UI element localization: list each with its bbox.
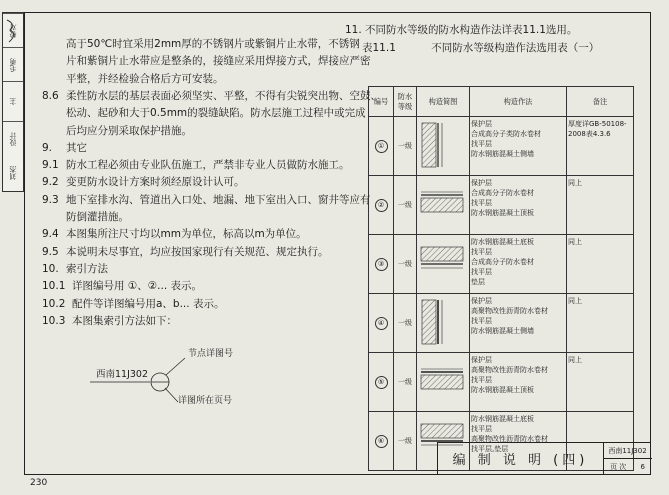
row-grade: 一级 [394,176,417,235]
row-id: ③ [375,258,388,271]
row-note: 同上 [567,353,634,412]
row-note: 厚度详GB-50108-2008表4.3.6 [567,117,634,176]
method-line: 防水钢筋混凝土顶板 [471,209,534,217]
construction-diagram [418,353,466,409]
index-atlas-code: 西南11J302 [96,369,149,380]
body-text-line: 松动、起砂和大于0.5mm的裂缝缺陷。防水层施工过程中或完成 [66,107,366,120]
method-line: 防水钢筋混凝土顶板 [471,386,534,394]
index-node-label: 节点详图号 [188,349,234,359]
clause-number: 10.1 [42,280,66,293]
method-line: 找平层 [471,268,492,276]
row-methods [470,294,567,353]
clause-number: 9.2 [42,176,59,189]
body-text-line: 本图集索引方法如下： [72,314,177,327]
row-id: ⑥ [375,435,388,448]
row-grade: 一级 [394,235,417,294]
body-text-line: 地下室排水沟、管道出入口处、地漏、地下室出入口、窗井等应有 [66,193,371,206]
construction-diagram [418,176,466,232]
body-text-line: 变更防水设计方案时须经原设计认可。 [66,176,245,189]
row-id: ④ [375,317,388,330]
method-line: 防水钢筋混凝土底板 [471,415,534,423]
sheet-title: 编 制 说 明 (四) [438,443,604,474]
table-caption-title: 不同防水等级构造作法选用表（一） [431,42,600,54]
method-line: 垫层 [471,278,485,286]
row-methods [470,235,567,294]
row-diagram-cell [417,294,470,353]
method-line: 合成高分子防水卷材 [471,189,534,197]
construction-diagram [418,235,466,291]
atlas-code: 西南11J302 [603,443,652,459]
sidebar-cell: 校对 [3,13,23,48]
method-line: 保护层 [471,297,492,305]
row-grade: 一级 [394,294,417,353]
method-line: 保护层 [471,356,492,364]
section-11-heading: 11. 不同防水等级的防水构造作法详表11.1选用。 [345,24,578,36]
row-id-cell [369,176,394,235]
row-diagram-cell [417,353,470,412]
method-line: 保护层 [471,179,492,187]
body-text-line: 本说明未尽事宜，均应按国家现行有关规范、规定执行。 [66,245,329,258]
body-text-line: 后均应分别采取保护措施。 [66,124,192,137]
body-text-line: 防倒灌措施。 [66,211,129,223]
body-text-line: 详图编号用 ①、②... 表示。 [72,280,203,293]
page-label: 页 次 [610,462,627,471]
page-field [603,459,652,474]
signature-mark [4,16,22,46]
construction-diagram [418,294,466,350]
table-caption [362,40,599,55]
table-row [369,294,634,353]
clause-number: 9.1 [42,159,59,172]
col-header-note: 备注 [567,87,634,117]
table-row [369,235,634,294]
row-grade: 一级 [394,117,417,176]
row-grade: 一级 [394,353,417,412]
body-text-line: 平整，并经检验合格后方可安装。 [66,72,224,85]
table-caption-number: 表11.1 [362,42,396,54]
clause-number: 10. [42,262,59,275]
method-line: 高聚物改性沥青防水卷材 [471,307,548,315]
row-note: 同上 [567,235,634,294]
sidebar-cell: 主 [3,81,23,122]
method-line: 找平层 [471,248,492,256]
col-header-method: 构造作法 [470,87,567,117]
page-value: 6 [640,462,645,471]
row-diagram-cell [417,117,470,176]
method-line: 找平层 [471,140,492,148]
method-line: 高聚物改性沥青防水卷材 [471,366,548,374]
method-line: 找平层 [471,425,492,433]
row-methods [470,117,567,176]
row-diagram-cell [417,235,470,294]
clause-number: 9.4 [42,228,59,241]
row-diagram-cell [417,176,470,235]
row-note: 同上 [567,176,634,235]
method-line: 找平层,垫层 [471,445,509,453]
col-header-id: 编号 [369,87,394,117]
row-methods [470,176,567,235]
clause-number: 10.2 [42,297,66,310]
body-text-line: 高于50℃时宜采用2mm厚的不锈钢片或紫铜片止水带，不锈钢 [66,38,360,50]
index-page-label: 详图所在页号 [178,396,233,406]
table-row [369,117,634,176]
sidebar-cell: 刘杰 [9,166,17,180]
table-row [369,353,634,412]
method-line: 高聚物改性沥青防水卷材 [471,435,548,443]
row-id-cell [369,235,394,294]
row-id-cell [369,353,394,412]
row-id-cell [369,294,394,353]
col-header-diagram: 构造简图 [417,87,470,117]
method-line: 合成高分子防水卷材 [471,258,534,266]
book-page-number: 230 [30,478,48,488]
row-methods [470,353,567,412]
row-id: ① [375,140,388,153]
method-line: 防水钢筋混凝土侧墙 [471,150,534,158]
construction-diagram [418,117,466,173]
row-grade: 一级 [394,412,417,471]
sidebar-cell: 设计 [3,121,23,156]
row-id: ② [375,199,388,212]
body-text-line: 片和紫铜片止水带应是整条的，接缝应采用焊接方式，焊接应严密 [66,55,371,68]
method-line: 防水钢筋混凝土底板 [471,238,534,246]
title-block [437,442,651,475]
clause-number: 10.3 [42,314,66,327]
clause-number: 9.5 [42,245,59,258]
body-text-line: 其它 [66,141,87,154]
method-line: 保护层 [471,120,492,128]
method-line: 找平层 [471,317,492,325]
waterproof-spec-table [368,86,634,471]
body-text-line: 索引方法 [66,262,108,275]
row-id: ⑤ [375,376,388,389]
clause-number: 9. [42,141,53,154]
row-id-cell [369,117,394,176]
method-line: 合成高分子类防水卷材 [471,130,541,138]
method-line: 找平层 [471,376,492,384]
row-note: 同上 [567,294,634,353]
body-text-line: 防水工程必须由专业队伍施工，严禁非专业人员做防水施工。 [66,159,350,172]
row-id-cell [369,412,394,471]
table-row [369,176,634,235]
sidebar-cell: 毛勇 [3,47,23,82]
body-text-line: 配件等详图编号用a、b... 表示。 [72,297,225,310]
body-text-line: 柔性防水层的基层表面必须坚实、平整，不得有尖锐突出物、空鼓、 [66,89,381,102]
col-header-grade: 防水等级 [394,87,417,117]
clause-number: 8.6 [42,89,59,102]
table-header-row [369,87,634,117]
method-line: 防水钢筋混凝土侧墙 [471,327,534,335]
method-line: 找平层 [471,199,492,207]
body-text-line: 本图集所注尺寸均以mm为单位，标高以m为单位。 [66,228,307,241]
clause-number: 9.3 [42,193,59,206]
